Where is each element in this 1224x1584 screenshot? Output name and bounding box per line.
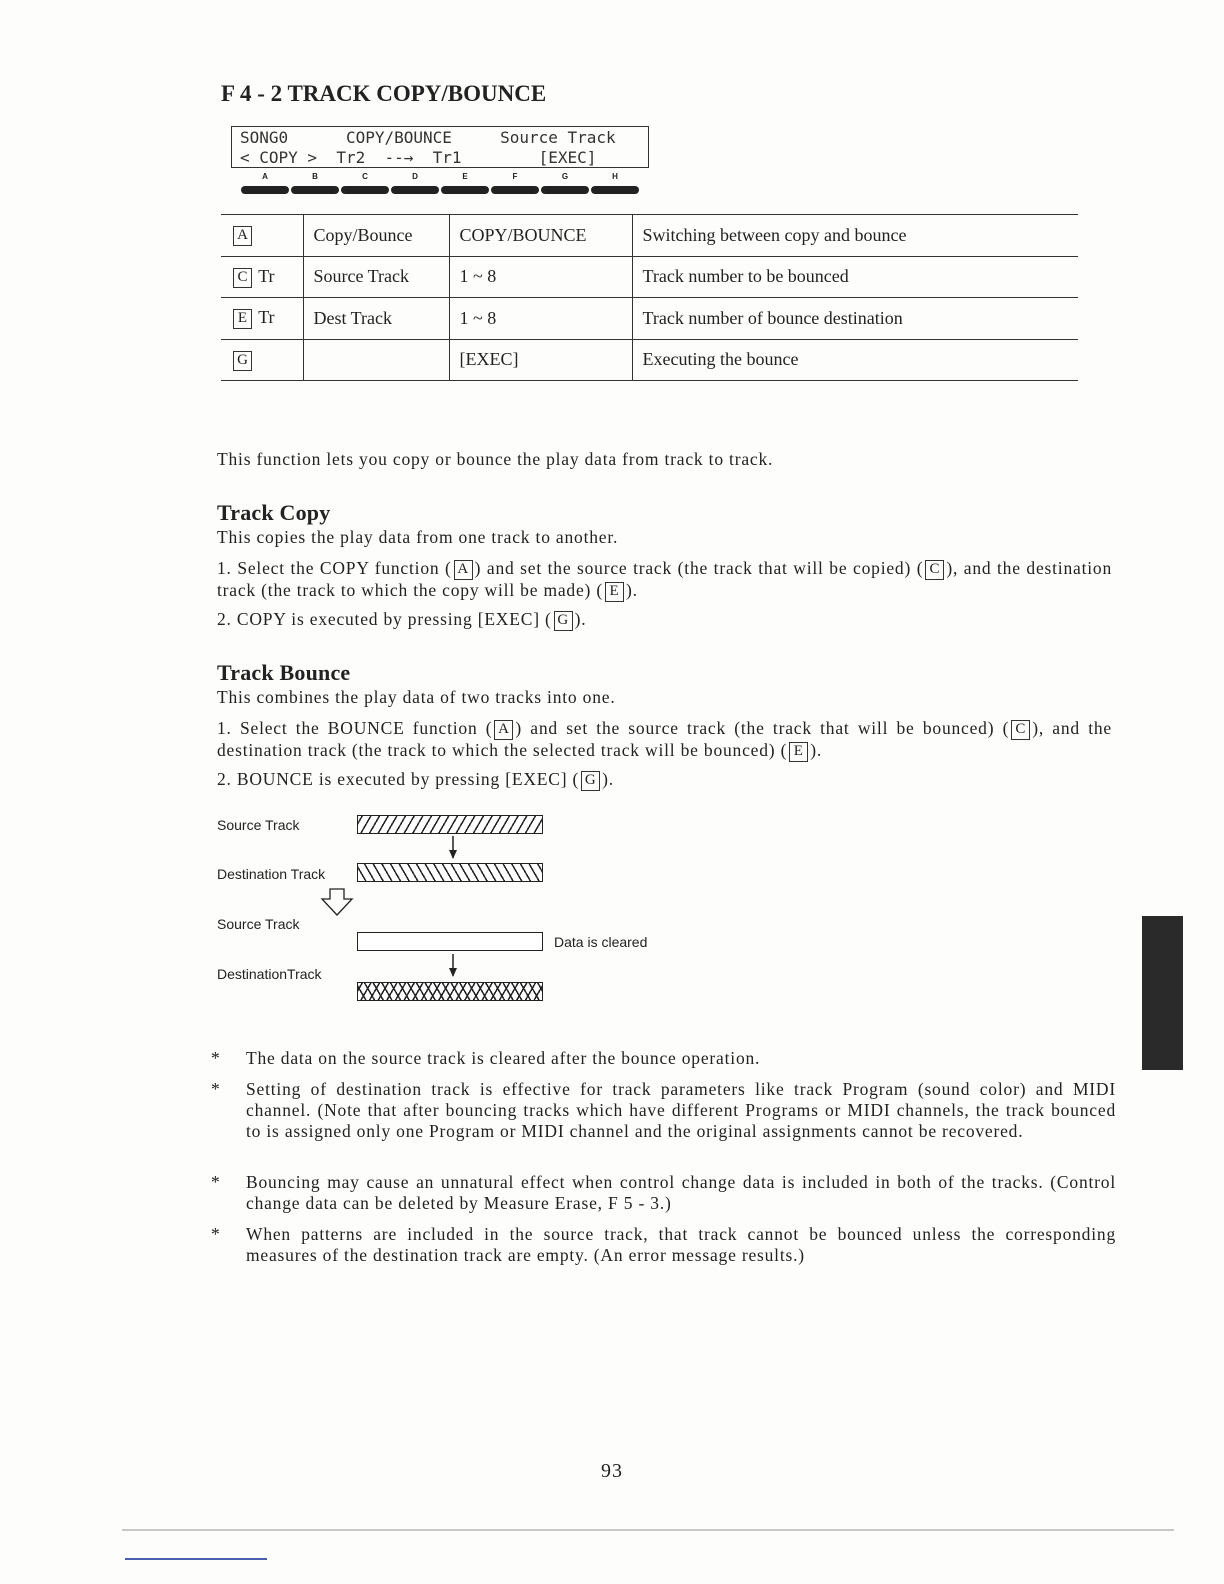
param-key-cell (221, 215, 303, 257)
note-text: The data on the source track is cleared after the bounce operation. (246, 1048, 761, 1068)
track-copy-step-2 (217, 609, 1112, 631)
step-text: 2. COPY is executed by pressing [EXEC] ( (217, 609, 552, 629)
note-text: Bouncing may cause an unnatural effect when control change data is included in both of the tracks. (Control change data can be deleted by Measure Erase, F 5 - 3.) (246, 1172, 1116, 1213)
lcd-line-1: SONG0 COPY/BOUNCE Source Track (240, 128, 616, 147)
bullet-star: * (211, 1172, 221, 1192)
chapter-side-tab (1142, 916, 1183, 1070)
key-a-button[interactable] (241, 186, 289, 194)
key-a-box: A (494, 720, 513, 740)
step-text: ). (625, 579, 638, 600)
step-text: ) and set the source track (the track that will be copied) ( (474, 558, 924, 578)
key-g-box: G (554, 611, 573, 631)
track-bounce-heading: Track Bounce (217, 660, 351, 685)
param-name (303, 339, 449, 381)
key-c-box: C (925, 560, 944, 580)
step-text: ), and the destination track (the track to which the copy will be made) ( (217, 558, 1112, 600)
param-name: Source Track (303, 256, 449, 298)
lcd-display (231, 126, 649, 168)
table-row (221, 256, 1078, 298)
track-copy-step-1 (217, 558, 1112, 602)
key-g-box: G (581, 771, 600, 791)
param-key-cell (221, 298, 303, 340)
page-title: F 4 - 2 TRACK COPY/BOUNCE (221, 81, 547, 106)
bullet-star: * (211, 1224, 221, 1244)
table-row (221, 215, 1078, 257)
track-copy-summary: This copies the play data from one track to another. (217, 527, 619, 547)
param-key-cell (221, 339, 303, 381)
data-cleared-label: Data is cleared (554, 934, 648, 950)
param-key-suffix: Tr (258, 265, 275, 286)
key-e-button[interactable] (441, 186, 489, 194)
cleared-source-bar (357, 932, 543, 951)
step-text: 1. Select the COPY function ( (217, 558, 452, 578)
key-a-box: A (454, 560, 473, 580)
track-bounce-step-1 (217, 718, 1112, 762)
track-copy-heading: Track Copy (217, 500, 331, 525)
param-desc: Executing the bounce (632, 339, 1078, 381)
param-desc: Track number to be bounced (632, 256, 1078, 298)
key-e-box: E (233, 309, 252, 329)
bullet-star: * (211, 1048, 221, 1068)
param-key-cell (221, 256, 303, 298)
diagram-destination-label: Destination Track (217, 866, 326, 882)
lcd-line-2: < COPY > Tr2 --→ Tr1 [EXEC] (240, 148, 597, 167)
bullet-star: * (211, 1079, 221, 1099)
key-c-button[interactable] (341, 186, 389, 194)
step-text: ), and the destination track (the track to which the selected track will be bounced) ( (217, 718, 1112, 760)
function-keys (241, 172, 641, 200)
combined-destination-bar (357, 982, 543, 1001)
down-arrow-icon (446, 836, 460, 860)
param-desc: Switching between copy and bounce (632, 215, 1078, 257)
key-label-a: A (262, 172, 268, 181)
key-label-e: E (462, 172, 468, 181)
key-label-g: G (561, 172, 569, 181)
diagram-source-label-2: Source Track (217, 916, 300, 932)
footer-divider (122, 1529, 1174, 1531)
diagram-destination-label-2: DestinationTrack (217, 966, 322, 982)
key-g-button[interactable] (541, 186, 589, 194)
note-text: When patterns are included in the source track, that track cannot be bounced unless the corresponding measures of the destination track are empty. (An error message results.) (246, 1224, 1116, 1265)
step-text: 1. Select the BOUNCE function ( (217, 718, 493, 738)
step-text: ). (810, 739, 823, 760)
param-name: Dest Track (303, 298, 449, 340)
param-value: 1 ~ 8 (449, 298, 632, 340)
track-bounce-summary: This combines the play data of two tracks into one. (217, 687, 616, 707)
param-value: COPY/BOUNCE (449, 215, 632, 257)
param-key-suffix: Tr (258, 307, 275, 328)
key-label-h: H (612, 172, 618, 181)
note-item (211, 1079, 1116, 1142)
key-label-f: F (512, 172, 518, 181)
key-c-box: C (1011, 720, 1030, 740)
intro-text: This function lets you copy or bounce the play data from track to track. (217, 449, 774, 469)
step-text: 2. BOUNCE is executed by pressing [EXEC] ( (217, 769, 580, 789)
page-number: 93 (601, 1460, 623, 1482)
note-item (211, 1224, 1116, 1266)
step-text: ). (602, 769, 614, 789)
note-text: Setting of destination track is effective for track parameters like track Program (sound color) and MIDI channel. (Note that after bouncing tracks which have different Programs or MIDI channels, the track bounced to is assigned only one Program or MIDI channel and the original assignments cannot be recovered. (246, 1079, 1116, 1141)
key-d-button[interactable] (391, 186, 439, 194)
key-e-box: E (605, 582, 624, 602)
parameter-table (221, 214, 1078, 381)
key-g-box: G (233, 351, 252, 371)
key-label-c: C (362, 172, 368, 181)
step-text: ). (574, 609, 587, 629)
key-c-box: C (233, 268, 252, 288)
track-bounce-step-2 (217, 769, 1112, 791)
key-e-box: E (789, 742, 808, 762)
step-text: ) and set the source track (the track that will be bounced) ( (515, 718, 1010, 738)
hollow-down-arrow-icon (320, 887, 354, 917)
table-row (221, 339, 1078, 381)
source-track-bar (357, 815, 543, 834)
key-label-d: D (412, 172, 418, 181)
key-f-button[interactable] (491, 186, 539, 194)
param-value: [EXEC] (449, 339, 632, 381)
note-item (211, 1172, 1116, 1214)
table-row (221, 298, 1078, 340)
param-value: 1 ~ 8 (449, 256, 632, 298)
footer-link-underline (125, 1558, 267, 1560)
diagram-source-label: Source Track (217, 817, 300, 833)
param-name: Copy/Bounce (303, 215, 449, 257)
key-label-b: B (312, 172, 318, 181)
key-b-button[interactable] (291, 186, 339, 194)
down-arrow-icon (446, 954, 460, 978)
key-a-box: A (233, 226, 252, 246)
key-h-button[interactable] (591, 186, 639, 194)
destination-track-bar (357, 863, 543, 882)
param-desc: Track number of bounce destination (632, 298, 1078, 340)
note-item (211, 1048, 1116, 1069)
